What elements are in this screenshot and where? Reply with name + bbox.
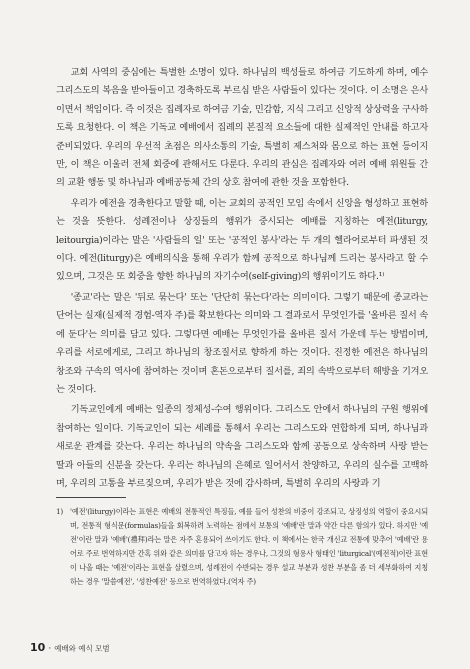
page-footer (30, 641, 110, 654)
page-number: 10 (30, 641, 46, 654)
paragraph-2: 우리가 예전을 경축한다고 말할 때, 이는 교회의 공적인 모임 속에서 신앙을 형성하고 표현하는 것을 뜻한다. 성례전이나 상징들의 행위가 중시되는 예배를 지칭하는 예전(liturgy, leitourgia)이라는 말은 '사람들의 일' 또는 '공적인 봉사'라는 두 개의 헬라어로부터 파생된 것이다. 예전(liturgy)은 예배의식을 통해 우리가 함께 공적으로 하나님께 드리는 봉사라고 할 수 있으며, 그것은 또 회중을 향한 하나님의 자기수여(self-giving)의 행위이기도 하다.¹⁾ (56, 197, 428, 283)
paragraph-3: '종교'라는 말은 '뒤로 묶는다' 또는 '단단히 묶는다'라는 의미이다. 그렇기 때문에 종교라는 단어는 실재(실제적 경험-역자 주)를 확보한다는 의미와 그 결과로서 무엇인가를 '올바른 질서 속에 둔다'는 의미를 담고 있다. 그렇다면 예배는 무엇인가를 올바른 질서 가운데 두는 방법이며, 우리를 서로에게로, 그리고 하나님의 창조질서로 향하게 하는 것이다. 진정한 예전은 하나님의 창조와 구속의 역사에 참여하는 것이며 혼돈으로부터 질서를, 죄의 속박으로부터 해방을 기겨오는 것이다. (56, 291, 428, 395)
footnote-divider (56, 497, 126, 498)
paragraph-1: 교회 사역의 중심에는 특별한 소명이 있다. 하나님의 백성들로 하여금 기도하게 하며, 예수 그리스도의 복음을 받아들이고 경축하도록 부르심 받은 사람들이 있다는 것이다. 이 소명은 은사이면서 책임이다. 즉 이것은 집례자로 하여금 기술, 민감함, 지식 그리고 신앙적 상상력을 구사하도록 요청한다. 이 책은 기독교 예배에서 집례의 본질적 요소들에 대한 실제적인 안내를 하고자 준비되었다. 우리의 우선적 초점은 의사소통의 기술, 특별히 제스처와 몸으로 하는 표현 등이지만, 이 책은 이울러 전체 회중에 관해서도 다룬다. 우리의 관심은 집례자와 여러 예배 위원들 간의 교환 행동 및 하나님과 예배공동체 간의 상호 참여에 관한 것을 포함한다. (56, 67, 428, 189)
footnote-number: 1) (56, 507, 64, 516)
paragraph-4: 기독교인에게 예배는 일종의 정체성-수여 행위이다. 그리스도 안에서 하나님의 구원 행위에 참여하는 일이다. 기독교인이 되는 세례를 통해서 우리는 그리스도와 연합하게 되며, 하나님과 새로운 관계를 갖는다. 우리는 하나님의 약속을 그리스도와 함께 공동으로 상속하며 사랑 받는 딸과 아들의 신분을 갖는다. 우리는 하나님의 은혜로 일어서서 찬양하고, 우리의 실수를 고백하며, 우리의 고통을 부르짖으며, 우리가 받은 것에 감사하며, 특별히 우리의 사랑과 기 (56, 404, 428, 489)
main-text (56, 64, 428, 493)
running-title: 예배와 예식 모범 (54, 644, 110, 653)
footnote (56, 505, 428, 588)
footer-separator: · (48, 644, 52, 654)
footnote-text: '예전'(liturgy)이라는 표현은 예배의 전통적인 특징들, 예를 들어 성찬의 비중이 강조되고, 상징성의 역할이 중요시되며, 전통적 형식문(formulas)들을 회복하려 노력하는 점에서 보통의 '예배'란 말과 약간 다른 함의가 있다. 하지만 '예전'이란 말과 '예배'(禮拜)라는 말은 자주 혼용되어 쓰이기도 한다. 이 책에서는 한국 개신교 전통에 맞추어 '예배'란 용어로 주로 번역하지만 간혹 위와 같은 의미를 담고자 하는 경우나, 그것의 형용사 형태인 'liturgical'(예전적)이란 표현이 나올 때는 '예전'이라는 표현을 살렸으며, 성례전이 수반되는 경우 설교 부분과 성찬 부분을 좀 더 세부화하여 지칭하는 경우 '말씀예전', '성찬예전' 등으로 번역하였다.(역자 주) (70, 507, 428, 586)
